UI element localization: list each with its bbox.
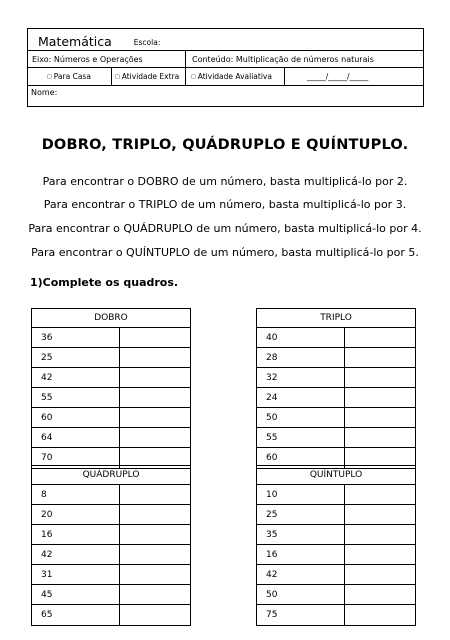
- name-field[interactable]: Nome:: [31, 88, 58, 97]
- table-value: 32: [257, 368, 345, 387]
- header-row-name: [28, 86, 423, 106]
- table-value: 55: [32, 388, 120, 407]
- content-label: Conteúdo: Multiplicação de números naturais: [192, 54, 374, 64]
- table-title: QUÁDRUPLO: [32, 466, 190, 485]
- rule-quintuplo: Para encontrar o QUÍNTUPLO de um número, basta multiplicá-lo por 5.: [31, 246, 419, 259]
- table-value: 64: [32, 428, 120, 447]
- answer-cell[interactable]: [120, 605, 190, 625]
- table-row: [32, 328, 190, 348]
- table-row: [257, 505, 415, 525]
- table-row: [257, 585, 415, 605]
- answer-cell[interactable]: [345, 408, 415, 427]
- answer-cell[interactable]: [345, 525, 415, 544]
- answer-cell[interactable]: [120, 585, 190, 604]
- table-value: 16: [257, 545, 345, 564]
- table-row: [32, 545, 190, 565]
- table-value: 35: [257, 525, 345, 544]
- header-row-subject: [28, 29, 423, 51]
- table-row: [257, 408, 415, 428]
- table-value: 70: [32, 448, 120, 468]
- header-row-axis: [28, 51, 423, 68]
- table-value: 45: [32, 585, 120, 604]
- table-quintuplo: [256, 465, 416, 626]
- table-value: 24: [257, 388, 345, 407]
- table-quadruplo: [31, 465, 191, 626]
- answer-cell[interactable]: [345, 328, 415, 347]
- answer-cell[interactable]: [120, 388, 190, 407]
- header-box: [27, 28, 424, 107]
- table-row: [32, 505, 190, 525]
- rule-triplo: Para encontrar o TRIPLO de um número, basta multiplicá-lo por 3.: [43, 198, 407, 211]
- checkbox-icon[interactable]: □: [191, 73, 196, 80]
- table-value: 25: [257, 505, 345, 524]
- checkbox-icon[interactable]: □: [47, 73, 52, 80]
- table-value: 42: [257, 565, 345, 584]
- table-value: 50: [257, 408, 345, 427]
- table-title: QUÍNTUPLO: [257, 466, 415, 485]
- school-label: Escola:: [133, 38, 161, 47]
- axis-label: Eixo: Números e Operações: [28, 51, 186, 67]
- answer-cell[interactable]: [345, 605, 415, 625]
- answer-cell[interactable]: [120, 348, 190, 367]
- table-title: DOBRO: [32, 309, 190, 328]
- answer-cell[interactable]: [120, 545, 190, 564]
- answer-cell[interactable]: [345, 505, 415, 524]
- page-title: DOBRO, TRIPLO, QUÁDRUPLO E QUÍNTUPLO.: [41, 137, 409, 153]
- answer-cell[interactable]: [345, 428, 415, 447]
- table-row: [32, 388, 190, 408]
- table-row: [257, 485, 415, 505]
- rule-dobro: Para encontrar o DOBRO de um número, basta multiplicá-lo por 2.: [42, 175, 408, 188]
- table-row: [32, 585, 190, 605]
- option-atividade-avaliativa[interactable]: □ Atividade Avaliativa: [186, 68, 285, 85]
- answer-cell[interactable]: [120, 485, 190, 504]
- table-row: [32, 368, 190, 388]
- table-row: [32, 565, 190, 585]
- answer-cell[interactable]: [345, 565, 415, 584]
- answer-cell[interactable]: [120, 525, 190, 544]
- table-value: 65: [32, 605, 120, 625]
- table-value: 60: [32, 408, 120, 427]
- table-triplo: [256, 308, 416, 469]
- answer-cell[interactable]: [345, 388, 415, 407]
- table-row: [32, 428, 190, 448]
- table-value: 31: [32, 565, 120, 584]
- table-value: 50: [257, 585, 345, 604]
- table-value: 25: [32, 348, 120, 367]
- table-row: [257, 368, 415, 388]
- answer-cell[interactable]: [345, 485, 415, 504]
- table-row: [257, 605, 415, 625]
- answer-cell[interactable]: [120, 428, 190, 447]
- table-value: 20: [32, 505, 120, 524]
- date-field[interactable]: _____/_____/_____: [307, 72, 369, 81]
- answer-cell[interactable]: [120, 565, 190, 584]
- table-row: [32, 605, 190, 625]
- answer-cell[interactable]: [120, 328, 190, 347]
- table-value: 28: [257, 348, 345, 367]
- answer-cell[interactable]: [120, 368, 190, 387]
- table-value: 8: [32, 485, 120, 504]
- table-value: 36: [32, 328, 120, 347]
- header-row-options: [28, 68, 423, 86]
- exercise-instruction: 1)Complete os quadros.: [30, 276, 179, 289]
- answer-cell[interactable]: [345, 585, 415, 604]
- option-atividade-extra[interactable]: □ Atividade Extra: [112, 68, 186, 85]
- answer-cell[interactable]: [345, 368, 415, 387]
- table-row: [257, 328, 415, 348]
- table-row: [32, 485, 190, 505]
- option-para-casa[interactable]: □ Para Casa: [28, 68, 112, 85]
- table-value: 55: [257, 428, 345, 447]
- subject-title: Matemática: [38, 34, 112, 49]
- table-value: 16: [32, 525, 120, 544]
- table-value: 75: [257, 605, 345, 625]
- answer-cell[interactable]: [345, 545, 415, 564]
- table-row: [257, 388, 415, 408]
- table-title: TRIPLO: [257, 309, 415, 328]
- answer-cell[interactable]: [120, 505, 190, 524]
- table-row: [32, 408, 190, 428]
- table-dobro: [31, 308, 191, 469]
- table-row: [257, 565, 415, 585]
- rule-quadruplo: Para encontrar o QUÁDRUPLO de um número, basta multiplicá-lo por 4.: [28, 222, 422, 235]
- checkbox-icon[interactable]: □: [115, 73, 120, 80]
- table-row: [257, 428, 415, 448]
- table-row: [32, 525, 190, 545]
- table-value: 42: [32, 368, 120, 387]
- table-value: 10: [257, 485, 345, 504]
- table-value: 40: [257, 328, 345, 347]
- table-row: [257, 525, 415, 545]
- answer-cell[interactable]: [345, 348, 415, 367]
- table-value: 42: [32, 545, 120, 564]
- table-row: [257, 348, 415, 368]
- table-row: [32, 348, 190, 368]
- answer-cell[interactable]: [120, 408, 190, 427]
- table-row: [257, 545, 415, 565]
- table-value: 60: [257, 448, 345, 468]
